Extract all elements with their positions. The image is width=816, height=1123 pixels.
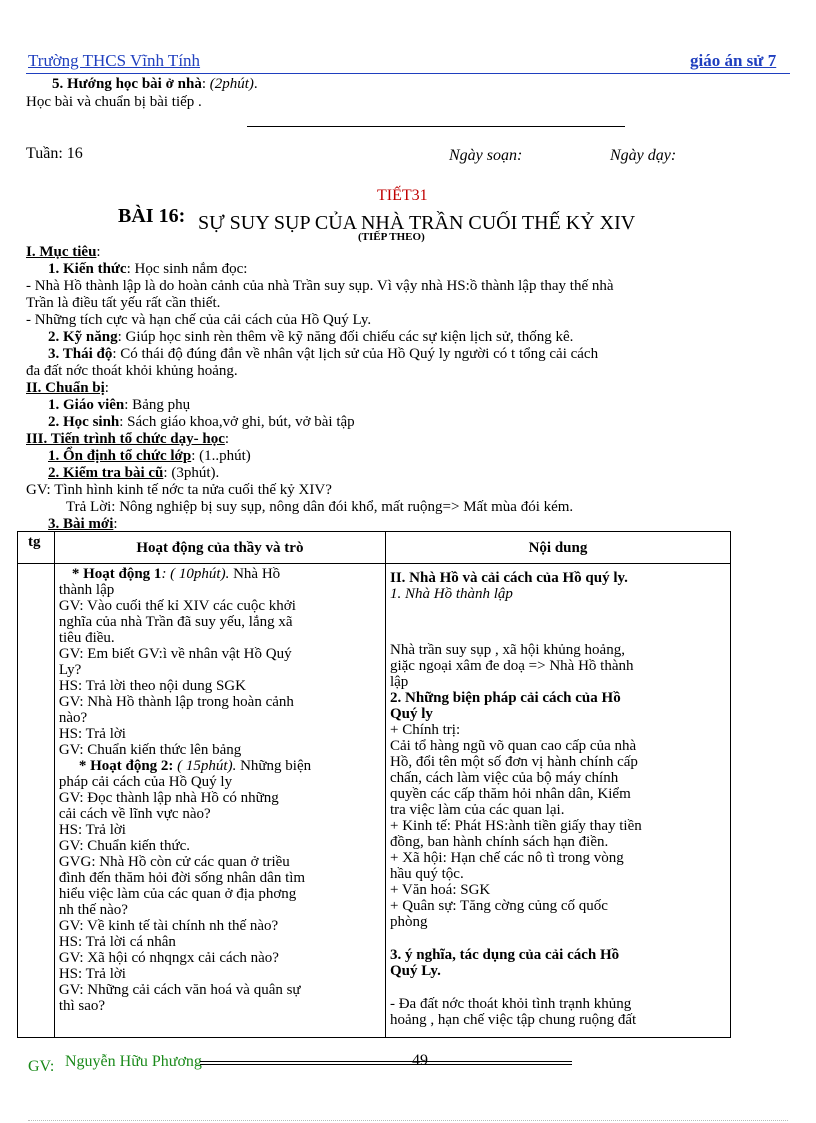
lesson-title: SỰ SUY SỤP CỦA NHÀ TRẦN CUỐI THẾ KỶ XIV — [198, 212, 636, 234]
text-line: + Văn hoá: SGK — [389, 882, 491, 898]
class-org: 1. Ổn định tổ chức lớp: (1..phút) — [48, 448, 251, 464]
content-para-2 — [390, 722, 726, 930]
text-line: Quý ly — [389, 706, 433, 722]
text-line: GV: Về kinh tế tài chính nh thế nào? — [58, 918, 279, 934]
text-line: Cải tổ hàng ngũ võ quan cao cấp của nhà — [389, 738, 637, 754]
text-line: 3. ý nghĩa, tác dụng của cải cách Hồ — [389, 947, 620, 963]
lesson-plan-table — [17, 531, 731, 1038]
student-prep: 2. Học sinh: Sách giáo khoa,vở ghi, bút, vở bài tập — [48, 414, 355, 430]
text-line: GV: Chuẩn kiến thức. — [58, 838, 190, 854]
text-line: hầu quý tộc. — [389, 866, 464, 882]
content-heading-3 — [390, 947, 726, 979]
knowledge-2: - Những tích cực và hạn chế của cải cách của Hồ Quý Ly. — [26, 312, 372, 328]
text-line: cải cách về lĩnh vực nào? — [58, 806, 211, 822]
knowledge-line: 1. Kiến thức: Học sinh nắm đọc: — [48, 261, 248, 277]
section-divider — [247, 126, 625, 127]
content-heading-2 — [390, 690, 726, 722]
homework-text: Học bài và chuẩn bị bài tiếp . — [26, 94, 202, 110]
period-label: TIẾT31 — [377, 187, 428, 204]
lesson-subtitle: (TIẾP THEO) — [358, 231, 425, 243]
footer-divider — [200, 1061, 572, 1062]
text-line: phòng — [389, 914, 428, 930]
text-line: GV: Vào cuối thế kỉ XIV các cuộc khởi — [58, 598, 296, 614]
text-line: GV: Đọc thành lập nhà Hồ có những — [58, 790, 279, 806]
process-heading: III. Tiến trình tổ chức dạy- học: — [26, 431, 230, 447]
text-line: đình đến thăm hỏi đời sống nhân dân tìm — [58, 870, 306, 886]
text-line: chấn, cách làm việc của bộ máy chính — [389, 770, 619, 786]
activity-text — [55, 564, 385, 1014]
skill-line: 2. Kỹ năng: Giúp học sinh rèn thêm về kỹ năng đối chiếu các sự kiện lịch sử, thống kê. — [48, 329, 574, 345]
content-cell — [385, 564, 730, 1038]
answer-line: Trả Lời: Nông nghiệp bị suy sụp, nông dân đói khổ, mất ruộng=> Mất mùa đói kém. — [66, 499, 574, 515]
prep-date-label: Ngày soạn: — [449, 147, 523, 164]
text-line: đồng, ban hành chính sách hạn điền. — [389, 834, 609, 850]
text-line: GV: Xã hội có nhqngx cải cách nào? — [58, 950, 279, 966]
objectives-heading: I. Mục tiêu: — [26, 244, 101, 260]
text-line: HS: Trả lời theo nội dung SGK — [58, 678, 246, 694]
teach-date-label: Ngày dạy: — [610, 147, 677, 164]
footer-teacher-name: Nguyễn Hữu Phương — [65, 1053, 202, 1070]
text-line: 2. Những biện pháp cải cách của Hồ — [389, 690, 621, 706]
text-line: nào? — [58, 710, 88, 726]
school-name: Trường THCS Vĩnh Tính — [28, 51, 201, 70]
text-line: lập — [389, 674, 409, 690]
activity-1-lines — [59, 598, 381, 758]
text-line: HS: Trả lời cá nhân — [58, 934, 176, 950]
activity-cell — [54, 564, 385, 1038]
text-line: HS: Trả lời — [58, 966, 126, 982]
text-line: + Chính trị: — [389, 722, 461, 738]
table-header-row — [18, 532, 731, 564]
content-para-1 — [390, 642, 726, 690]
tg-cell — [18, 564, 55, 1038]
text-line: GV: Chuẩn kiến thức lên bảng — [58, 742, 242, 758]
text-line: thì sao? — [58, 998, 106, 1014]
attitude-line-2: đa đất nớc thoát khỏi khủng hoảng. — [26, 363, 238, 379]
attitude-line: 3. Thái độ: Có thái độ đúng đắn về nhân vật lịch sử của Hồ Quý ly người có t tổng cải cách — [48, 346, 599, 362]
col-activity: Hoạt động của thầy và trò — [54, 532, 385, 564]
text-line: HS: Trả lời — [58, 822, 126, 838]
page-bottom-dots — [28, 1120, 788, 1121]
activity-1-title-2: thành lập — [58, 582, 115, 598]
content-text — [386, 564, 730, 1028]
section-2-sub: 1. Nhà Hồ thành lập — [389, 586, 513, 602]
text-line: hiểu việc làm của các quan ở địa phơng — [58, 886, 297, 902]
preparation-heading: II. Chuẩn bị: — [26, 380, 109, 396]
content-para-3 — [390, 996, 726, 1028]
activity-1-title: * Hoạt động 1: ( 10phút). Nhà Hồ — [71, 566, 281, 582]
activity-2-lines — [59, 790, 381, 1014]
text-line: HS: Trả lời — [58, 726, 126, 742]
text-line: Quý Ly. — [389, 963, 441, 979]
text-line: Hồ, đổi tên một số đơn vị hành chính cấp — [389, 754, 638, 770]
lesson-number: BÀI 16: — [118, 205, 186, 227]
text-line: tra việc làm của các quan lại. — [389, 802, 565, 818]
subject-name: giáo án sử 7 — [690, 51, 777, 70]
header-divider — [26, 73, 790, 74]
text-line: GV: Những cải cách văn hoá và quân sự — [58, 982, 301, 998]
footer-gv-label: GV: — [28, 1058, 55, 1075]
text-line: hoảng , hạn chế việc tập chung ruộng đất — [389, 1012, 637, 1028]
text-line: + Quân sự: Tăng cờng củng cố quốc — [389, 898, 608, 914]
knowledge-1a: - Nhà Hồ thành lập là do hoàn cảnh của nhà Trần suy sụp. Vì vậy nhà HS:ồ thành lập thay thế nhà — [26, 278, 614, 294]
section-2-heading: II. Nhà Hồ và cải cách của Hồ quý ly. — [389, 570, 628, 586]
text-line: + Xã hội: Hạn chế các nô tì trong vòng — [389, 850, 624, 866]
homework-heading: 5. Hướng học bài ở nhà: (2phút). — [52, 76, 258, 92]
text-line: + Kinh tế: Phát HS:ành tiền giấy thay tiền — [389, 818, 642, 834]
new-lesson-heading: 3. Bài mới: — [48, 516, 118, 532]
text-line: - Đa đất nớc thoát khỏi tình trạnh khủng — [389, 996, 632, 1012]
text-line: Nhà trần suy sụp , xã hội khủng hoảng, — [389, 642, 625, 658]
col-content: Nội dung — [385, 532, 730, 564]
text-line: GV: Nhà Hồ thành lập trong hoàn cảnh — [58, 694, 294, 710]
activity-2-title: * Hoạt động 2: ( 15phút). Những biện — [78, 758, 312, 774]
activity-2-title-2: pháp cải cách của Hồ Quý ly — [58, 774, 233, 790]
footer-divider-2 — [200, 1064, 572, 1065]
col-tg: tg — [18, 532, 55, 564]
teacher-prep: 1. Giáo viên: Bảng phụ — [48, 397, 191, 413]
text-line: nghĩa của nhà Trần đã suy yếu, lắng xã — [58, 614, 293, 630]
text-line: tiêu điều. — [58, 630, 115, 646]
text-line: giặc ngoại xâm đe doạ => Nhà Hồ thành — [389, 658, 634, 674]
old-lesson-check: 2. Kiểm tra bài cũ: (3phút). — [48, 465, 220, 481]
knowledge-1b: Trần là điều tất yếu rất cần thiết. — [26, 295, 221, 311]
text-line: GV: Em biết GV:ì về nhân vật Hồ Quý — [58, 646, 292, 662]
table-body-row — [18, 564, 731, 1038]
text-line: nh thế nào? — [58, 902, 128, 918]
text-line: quyền các cấp thăm hỏi nhân dân, Kiểm — [389, 786, 631, 802]
text-line: GVG: Nhà Hồ còn cử các quan ở triều — [58, 854, 290, 870]
text-line: Ly? — [58, 662, 82, 678]
page-number: 49 — [412, 1052, 428, 1069]
gv-question: GV: Tình hình kinh tế nớc ta nửa cuối thế kỷ XIV? — [26, 482, 332, 498]
week-label: Tuần: 16 — [26, 145, 83, 162]
